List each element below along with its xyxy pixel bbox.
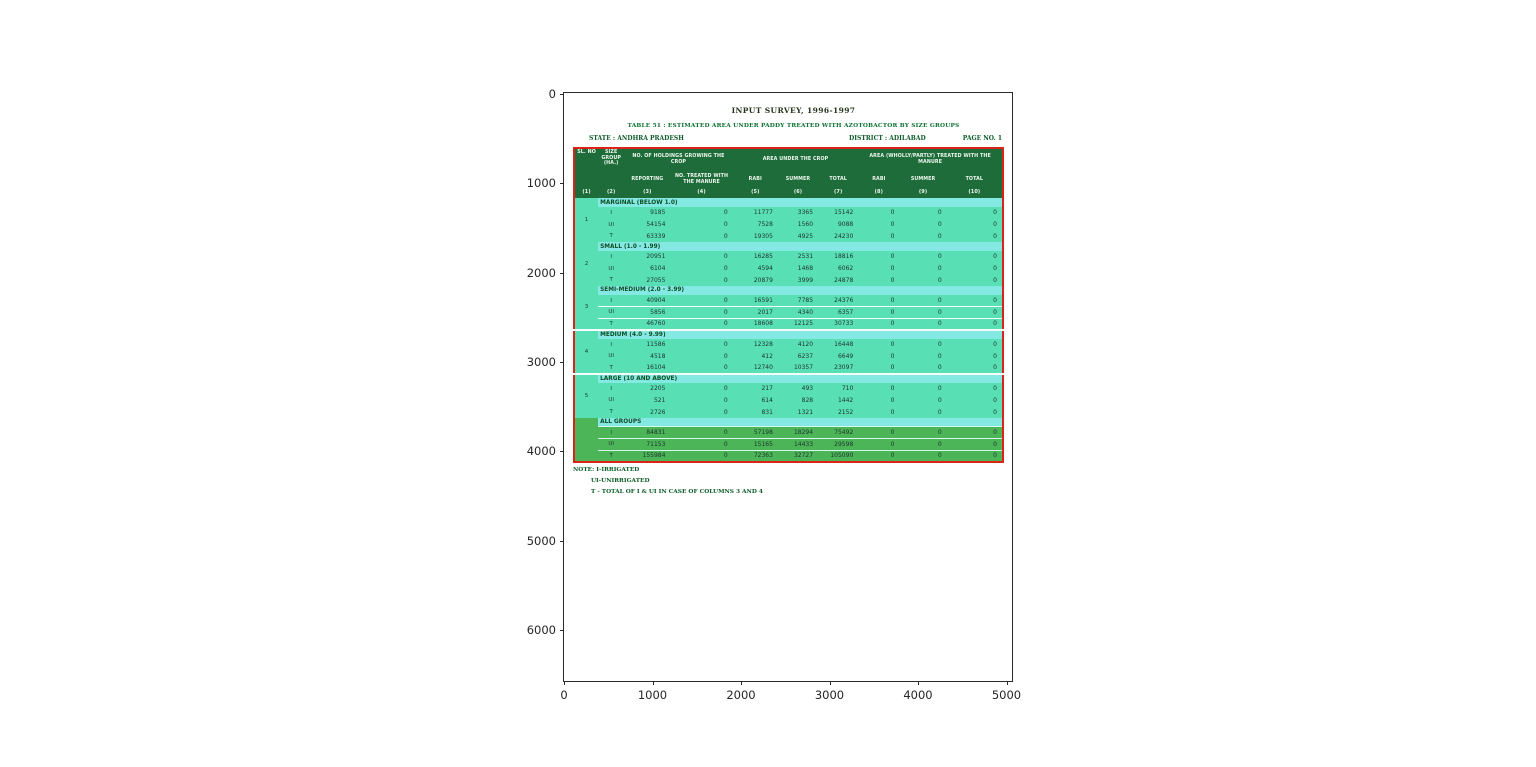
- value-cell: 412: [761, 352, 773, 360]
- value-cell: 0: [723, 221, 728, 229]
- col-number: (4): [670, 188, 732, 198]
- size-group-label: MEDIUM (4.0 - 9.99): [598, 330, 1003, 339]
- table-row: [574, 207, 1003, 219]
- value-cell: 2726: [650, 408, 666, 416]
- table-row: [574, 383, 1003, 395]
- value-cell: 0: [947, 439, 1003, 451]
- col-number: (5): [733, 188, 778, 198]
- value-cell: 0: [937, 396, 942, 404]
- value-cell: 0: [899, 307, 946, 319]
- value-cell: 2531: [797, 253, 814, 261]
- row-type-label: I: [598, 427, 624, 439]
- value-cell: 1468: [797, 265, 814, 272]
- row-type-label: T: [609, 233, 613, 240]
- row-type-label: UI: [598, 439, 624, 451]
- value-cell: 0: [723, 253, 728, 261]
- value-cell: 1560: [797, 221, 814, 229]
- value-cell: 2205: [650, 385, 666, 393]
- value-cell: 11586: [646, 341, 666, 349]
- value-cell: 10357: [793, 364, 814, 372]
- value-cell: 24230: [834, 232, 854, 240]
- value-cell: 19305: [753, 232, 773, 240]
- header-season-rabi-2: RABI: [858, 171, 899, 188]
- value-cell: 15165: [733, 439, 778, 451]
- value-cell: 0: [993, 232, 997, 240]
- value-cell: 84831: [624, 427, 670, 439]
- value-cell: 0: [993, 385, 997, 393]
- value-cell: 614: [761, 396, 773, 404]
- value-cell: 0: [937, 341, 942, 349]
- value-cell: 2152: [837, 408, 854, 416]
- y-tick: [560, 451, 564, 452]
- value-cell: 3365: [797, 209, 814, 217]
- value-cell: 6357: [818, 307, 858, 319]
- value-cell: 0: [670, 318, 732, 330]
- header-treated: NO. TREATED WITH THE MANURE: [670, 171, 732, 188]
- col-number: (10): [947, 188, 1003, 198]
- y-tick: [560, 273, 564, 274]
- value-cell: 0: [858, 318, 899, 330]
- value-cell: 1442: [837, 396, 854, 404]
- header-season-summer-1: SUMMER: [778, 171, 818, 188]
- value-cell: 0: [937, 408, 942, 416]
- y-tick-label: 3000: [526, 354, 556, 369]
- col-number: (7): [818, 188, 858, 198]
- table-row: [574, 351, 1003, 363]
- value-cell: 9185: [650, 209, 666, 217]
- table-row: [574, 362, 1003, 374]
- value-cell: 831: [761, 408, 773, 416]
- header-season-total-2: TOTAL: [947, 171, 1003, 188]
- value-cell: 0: [937, 297, 942, 305]
- value-cell: 0: [723, 385, 728, 393]
- row-type-label: I: [610, 297, 612, 304]
- size-group-band-row: [574, 374, 1003, 383]
- value-cell: 0: [993, 265, 997, 272]
- size-group-band-row: [574, 418, 1003, 427]
- plot-axes: [526, 87, 1022, 702]
- value-cell: 12328: [753, 341, 773, 349]
- value-cell: 18294: [778, 427, 818, 439]
- size-group-label: MARGINAL (BELOW 1.0): [598, 198, 1003, 207]
- value-cell: 0: [723, 232, 728, 240]
- col-number: (2): [598, 188, 624, 198]
- value-cell: 828: [801, 396, 814, 404]
- y-tick-label: 1000: [526, 176, 556, 191]
- value-cell: 0: [858, 307, 899, 319]
- value-cell: 71153: [624, 439, 670, 451]
- footnotes: [573, 465, 763, 498]
- value-cell: 0: [899, 439, 946, 451]
- value-cell: 493: [801, 385, 814, 393]
- table-row: [574, 307, 1003, 319]
- value-cell: 2017: [733, 307, 778, 319]
- y-tick: [560, 94, 564, 95]
- header-size-group: SIZE GROUP (HA.): [598, 148, 624, 188]
- value-cell: 0: [937, 209, 942, 217]
- row-type-label: T: [609, 409, 613, 416]
- value-cell: 57198: [733, 427, 778, 439]
- row-type-label: T: [598, 450, 624, 462]
- x-tick-label: 1000: [637, 688, 668, 702]
- table-row: [574, 395, 1003, 407]
- row-type-label: I: [610, 253, 612, 260]
- value-cell: 0: [890, 408, 895, 416]
- size-group-label: SEMI-MEDIUM (2.0 - 3.99): [598, 286, 1003, 295]
- value-cell: 0: [937, 276, 942, 284]
- value-cell: 0: [937, 352, 942, 360]
- header-group-holdings: NO. OF HOLDINGS GROWING THE CROP: [624, 148, 732, 171]
- col-number: (6): [778, 188, 818, 198]
- value-cell: 0: [899, 450, 946, 462]
- value-cell: 0: [937, 221, 942, 229]
- value-cell: 30733: [818, 318, 858, 330]
- header-reporting: REPORTING: [624, 171, 670, 188]
- value-cell: 14433: [778, 439, 818, 451]
- header-season-rabi-1: RABI: [733, 171, 778, 188]
- table-row: [574, 439, 1003, 451]
- value-cell: 105090: [818, 450, 858, 462]
- value-cell: 1321: [797, 408, 814, 416]
- value-cell: 0: [858, 439, 899, 451]
- value-cell: 4518: [650, 352, 666, 360]
- value-cell: 0: [890, 341, 895, 349]
- value-cell: 23097: [834, 364, 854, 372]
- y-tick-label: 2000: [526, 265, 556, 280]
- value-cell: 0: [993, 297, 997, 305]
- col-number: (1): [574, 188, 598, 198]
- survey-table: [573, 147, 1004, 463]
- value-cell: 40904: [646, 297, 666, 305]
- table-row: [574, 406, 1003, 418]
- value-cell: 710: [841, 385, 854, 393]
- table-row: [574, 274, 1003, 286]
- value-cell: 16591: [753, 297, 773, 305]
- y-tick: [560, 183, 564, 184]
- header-season-summer-2: SUMMER: [899, 171, 946, 188]
- note-line: T - TOTAL OF I & UI IN CASE OF COLUMNS 3 AND 4: [591, 489, 763, 495]
- size-group-label: LARGE (10 AND ABOVE): [598, 374, 1003, 383]
- row-type-label: T: [609, 364, 613, 371]
- value-cell: 0: [993, 341, 997, 349]
- col-number: (8): [858, 188, 899, 198]
- value-cell: 0: [723, 265, 728, 272]
- value-cell: 0: [947, 318, 1003, 330]
- value-cell: 0: [670, 307, 732, 319]
- table-row: [574, 427, 1003, 439]
- y-tick: [560, 362, 564, 363]
- sl-no-cell: [574, 418, 598, 462]
- x-tick-label: 3000: [814, 688, 845, 702]
- note-line: UI-UNIRRIGATED: [591, 478, 650, 484]
- value-cell: 16448: [834, 341, 854, 349]
- value-cell: 0: [890, 297, 895, 305]
- x-tick-label: 2000: [726, 688, 756, 702]
- value-cell: 0: [947, 427, 1003, 439]
- value-cell: 11777: [753, 209, 773, 217]
- col-number: (3): [624, 188, 670, 198]
- value-cell: 0: [937, 385, 942, 393]
- value-cell: 29598: [818, 439, 858, 451]
- scanned-document: [573, 93, 1004, 681]
- value-cell: 12740: [753, 364, 773, 372]
- table-row: [574, 263, 1003, 275]
- value-cell: 0: [723, 364, 728, 372]
- value-cell: 20879: [753, 276, 773, 284]
- value-cell: 4120: [797, 341, 814, 349]
- sl-no-cell: 2: [574, 242, 598, 286]
- value-cell: 0: [899, 427, 946, 439]
- x-tick: [741, 681, 742, 685]
- row-type-label: I: [610, 385, 612, 392]
- y-tick-label: 4000: [526, 444, 556, 459]
- y-tick: [560, 630, 564, 631]
- value-cell: 24376: [834, 297, 854, 305]
- value-cell: 0: [937, 232, 942, 240]
- value-cell: 0: [723, 209, 728, 217]
- document-meta-row: [573, 135, 1004, 144]
- table-row: [574, 251, 1003, 263]
- value-cell: 16104: [646, 364, 666, 372]
- x-tick: [918, 681, 919, 685]
- header-sl-no: SL. NO: [574, 148, 598, 188]
- value-cell: 0: [670, 450, 732, 462]
- value-cell: 4594: [757, 265, 773, 272]
- value-cell: 6237: [797, 352, 814, 360]
- value-cell: 0: [858, 427, 899, 439]
- value-cell: 0: [723, 341, 728, 349]
- row-type-label: UI: [608, 265, 614, 272]
- value-cell: 155984: [624, 450, 670, 462]
- size-group-band-row: [574, 198, 1003, 207]
- value-cell: 12125: [778, 318, 818, 330]
- value-cell: 18608: [733, 318, 778, 330]
- value-cell: 0: [947, 307, 1003, 319]
- row-type-label: T: [598, 318, 624, 330]
- value-cell: 6062: [837, 265, 854, 272]
- value-cell: 20951: [646, 253, 666, 261]
- sl-no-cell: 4: [574, 330, 598, 374]
- value-cell: 0: [890, 396, 895, 404]
- row-type-label: UI: [608, 353, 614, 360]
- sl-no-cell: 5: [574, 374, 598, 418]
- table-row: [574, 219, 1003, 231]
- page-number-label: PAGE NO. 1: [962, 135, 1002, 142]
- value-cell: 18816: [834, 253, 854, 261]
- value-cell: 27055: [646, 276, 666, 284]
- row-type-label: UI: [608, 397, 614, 404]
- value-cell: 24878: [834, 276, 854, 284]
- value-cell: 7785: [797, 297, 814, 305]
- value-cell: 0: [993, 253, 997, 261]
- table-header: [574, 148, 1003, 198]
- value-cell: 217: [761, 385, 773, 393]
- value-cell: 4340: [778, 307, 818, 319]
- x-tick: [830, 681, 831, 685]
- size-group-band-row: [574, 242, 1003, 251]
- value-cell: 6104: [650, 265, 666, 272]
- value-cell: 72363: [733, 450, 778, 462]
- state-label: STATE : ANDHRA PRADESH: [589, 135, 684, 142]
- value-cell: 0: [890, 265, 895, 272]
- value-cell: 0: [890, 385, 895, 393]
- header-group-area-treated: AREA (WHOLLY/PARTLY) TREATED WITH THE MANURE: [858, 148, 1003, 171]
- value-cell: 0: [993, 364, 997, 372]
- value-cell: 0: [993, 396, 997, 404]
- row-type-label: UI: [598, 307, 624, 319]
- col-number: (9): [899, 188, 946, 198]
- x-tick: [1007, 681, 1008, 685]
- value-cell: 0: [858, 450, 899, 462]
- table-row: [574, 450, 1003, 462]
- x-tick: [653, 681, 654, 685]
- value-cell: 0: [937, 253, 942, 261]
- size-group-label: ALL GROUPS: [598, 418, 1003, 427]
- value-cell: 5856: [624, 307, 670, 319]
- value-cell: 7528: [757, 221, 773, 229]
- value-cell: 0: [947, 450, 1003, 462]
- value-cell: 0: [993, 209, 997, 217]
- header-group-area: AREA UNDER THE CROP: [733, 148, 859, 171]
- value-cell: 0: [723, 352, 728, 360]
- value-cell: 0: [993, 352, 997, 360]
- document-subtitle: TABLE 51 : ESTIMATED AREA UNDER PADDY TREATED WITH AZOTOBACTOR BY SIZE GROUPS: [627, 123, 960, 129]
- document-title: INPUT SURVEY, 1996-1997: [731, 106, 856, 115]
- value-cell: 0: [899, 318, 946, 330]
- table-row: [574, 295, 1003, 307]
- value-cell: 0: [993, 221, 997, 229]
- value-cell: 54154: [646, 221, 666, 229]
- value-cell: 3999: [797, 276, 814, 284]
- note-line: NOTE: I-IRRIGATED: [573, 467, 640, 473]
- y-tick-label: 0: [548, 87, 556, 101]
- value-cell: 0: [993, 276, 997, 284]
- value-cell: 63339: [646, 232, 666, 240]
- sl-no-cell: 1: [574, 198, 598, 242]
- table-row: [574, 318, 1003, 330]
- x-tick-label: 5000: [991, 688, 1022, 702]
- value-cell: 0: [723, 408, 728, 416]
- value-cell: 46760: [624, 318, 670, 330]
- value-cell: 0: [937, 265, 942, 272]
- x-tick-label: 0: [560, 688, 568, 702]
- value-cell: 0: [890, 352, 895, 360]
- value-cell: 0: [890, 232, 895, 240]
- value-cell: 0: [890, 209, 895, 217]
- value-cell: 0: [890, 276, 895, 284]
- value-cell: 9088: [837, 221, 854, 229]
- x-tick-label: 4000: [903, 688, 933, 702]
- value-cell: 16285: [753, 253, 773, 261]
- size-group-band-row: [574, 330, 1003, 339]
- x-tick: [564, 681, 565, 685]
- value-cell: 0: [890, 221, 895, 229]
- district-label: DISTRICT : ADILABAD: [849, 135, 926, 142]
- y-tick: [560, 541, 564, 542]
- value-cell: 0: [937, 364, 942, 372]
- value-cell: 6649: [837, 352, 854, 360]
- row-type-label: T: [609, 277, 613, 284]
- table-row: [574, 230, 1003, 242]
- size-group-band-row: [574, 286, 1003, 295]
- y-tick-label: 6000: [526, 622, 556, 637]
- header-season-total-1: TOTAL: [818, 171, 858, 188]
- value-cell: 0: [670, 439, 732, 451]
- row-type-label: I: [610, 209, 612, 216]
- value-cell: 0: [890, 364, 895, 372]
- value-cell: 4925: [797, 232, 814, 240]
- value-cell: 32727: [778, 450, 818, 462]
- value-cell: 0: [993, 408, 997, 416]
- value-cell: 0: [723, 396, 728, 404]
- survey-table-body: [574, 198, 1003, 462]
- sl-no-cell: 3: [574, 286, 598, 330]
- row-type-label: I: [610, 341, 612, 348]
- value-cell: 0: [890, 253, 895, 261]
- value-cell: 0: [723, 276, 728, 284]
- value-cell: 0: [723, 297, 728, 305]
- value-cell: 0: [670, 427, 732, 439]
- value-cell: 75492: [818, 427, 858, 439]
- row-type-label: UI: [608, 221, 614, 228]
- table-row: [574, 339, 1003, 351]
- size-group-label: SMALL (1.0 - 1.99): [598, 242, 1003, 251]
- value-cell: 521: [653, 396, 666, 404]
- y-tick-label: 5000: [526, 533, 556, 548]
- value-cell: 15142: [834, 209, 854, 217]
